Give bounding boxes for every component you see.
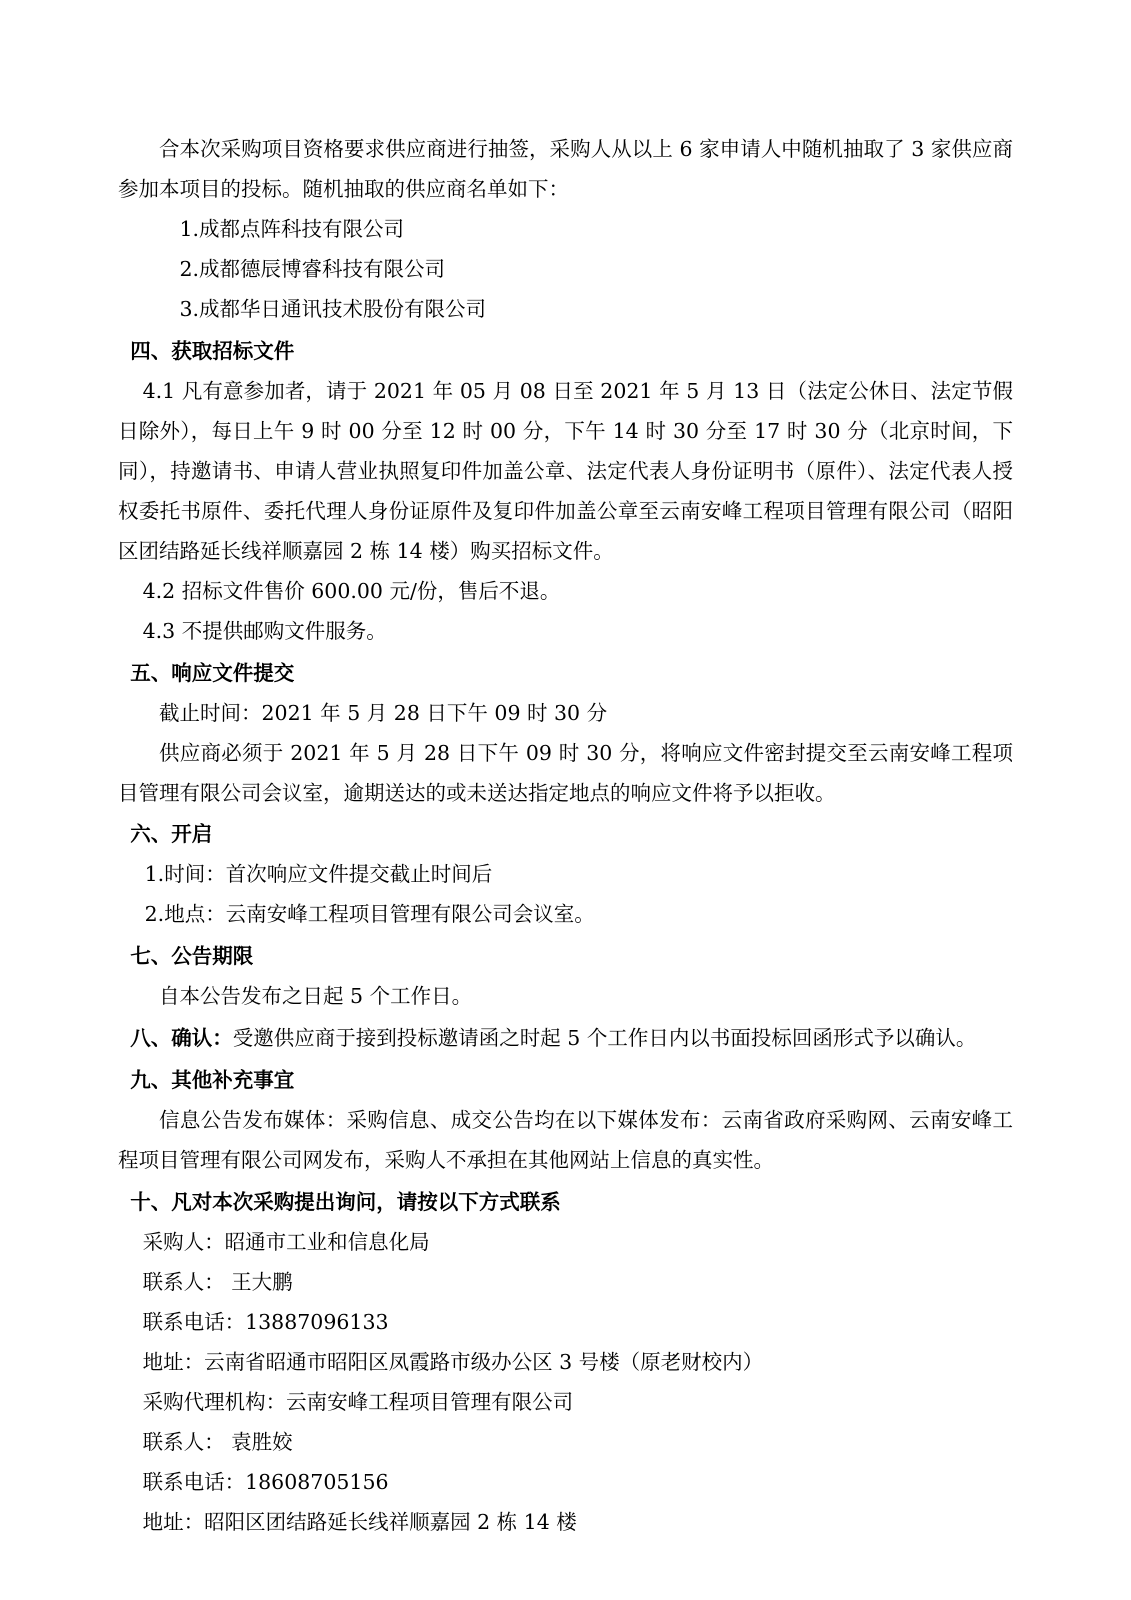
contact-agency-person: 联系人： 袁胜姣	[142, 1430, 293, 1454]
section-4-paragraph-3: 4.3 不提供邮购文件服务。	[142, 618, 387, 643]
section-heading-4: 四、获取招标文件	[130, 338, 295, 363]
contact-agency-address: 地址：昭阳区团结路延长线祥顺嘉园 2 栋 14 楼	[142, 1509, 577, 1534]
contact-phone: 联系电话：13887096133	[142, 1310, 389, 1335]
list-item: 3.成都华日通讯技术股份有限公司	[179, 296, 487, 321]
section-heading-9: 九、其他补充事宜	[130, 1068, 295, 1093]
contact-purchaser: 采购人：昭通市工业和信息化局	[142, 1230, 430, 1255]
section-heading-10: 十、凡对本次采购提出询问，请按以下方式联系	[130, 1190, 561, 1215]
section-8-block	[118, 1019, 1013, 1059]
section-heading-6: 六、开启	[130, 822, 213, 847]
section-4-paragraph-1: 4.1 凡有意参加者，请于 2021 年 05 月 08 日至 2021 年 5 月 13 日（法定公休日、法定节假日除外），每日上午 9 时 00 分至 12 时 00 分，下午 14 时 30 分至 17 时 30 分（北京时间，下同），持邀请书、申请人营业执照复印件加盖公章、法定代表人身份证明书（原件）、法定代表人授权委托书原件、委托代理人身份证原件及复印件加盖公章至云南安峰工程项目管理有限公司（昭阳区团结路延长线祥顺嘉园 2 栋 14 楼）购买招标文件。	[118, 378, 1013, 563]
section-heading-7: 七、公告期限	[130, 944, 254, 969]
section-9-paragraph-1: 信息公告发布媒体：采购信息、成交公告均在以下媒体发布：云南省政府采购网、云南安峰工程项目管理有限公司网发布，采购人不承担在其他网站上信息的真实性。	[118, 1108, 1013, 1173]
section-heading-8: 八、确认：	[130, 1026, 233, 1051]
section-heading-5: 五、响应文件提交	[130, 660, 295, 685]
section-6-item-2: 2.地点：云南安峰工程项目管理有限公司会议室。	[144, 902, 595, 927]
section-8-text: 受邀供应商于接到投标邀请函之时起 5 个工作日内以书面投标回函形式予以确认。	[232, 1026, 977, 1051]
section-7-paragraph-1: 自本公告发布之日起 5 个工作日。	[159, 984, 473, 1009]
section-6-item-1: 1.时间：首次响应文件提交截止时间后	[144, 862, 493, 887]
section-5-paragraph-2: 供应商必须于 2021 年 5 月 28 日下午 09 时 30 分，将响应文件密封提交至云南安峰工程项目管理有限公司会议室，逾期送达的或未送达指定地点的响应文件将予以拒收。	[118, 740, 1013, 805]
document-body	[118, 130, 1013, 1543]
contact-agency-phone: 联系电话：18608705156	[142, 1469, 389, 1494]
intro-paragraph: 合本次采购项目资格要求供应商进行抽签，采购人从以上 6 家申请人中随机抽取了 3 家供应商参加本项目的投标。随机抽取的供应商名单如下：	[118, 137, 1013, 201]
contact-address: 地址：云南省昭通市昭阳区凤霞路市级办公区 3 号楼（原老财校内）	[142, 1350, 764, 1375]
contact-person: 联系人： 王大鹏	[142, 1270, 293, 1295]
section-5-paragraph-1: 截止时间：2021 年 5 月 28 日下午 09 时 30 分	[159, 700, 608, 725]
list-item: 1.成都点阵科技有限公司	[179, 216, 405, 241]
contact-agency: 采购代理机构：云南安峰工程项目管理有限公司	[142, 1390, 574, 1415]
section-4-paragraph-2: 4.2 招标文件售价 600.00 元/份，售后不退。	[142, 578, 561, 603]
list-item: 2.成都德辰博睿科技有限公司	[179, 256, 446, 281]
